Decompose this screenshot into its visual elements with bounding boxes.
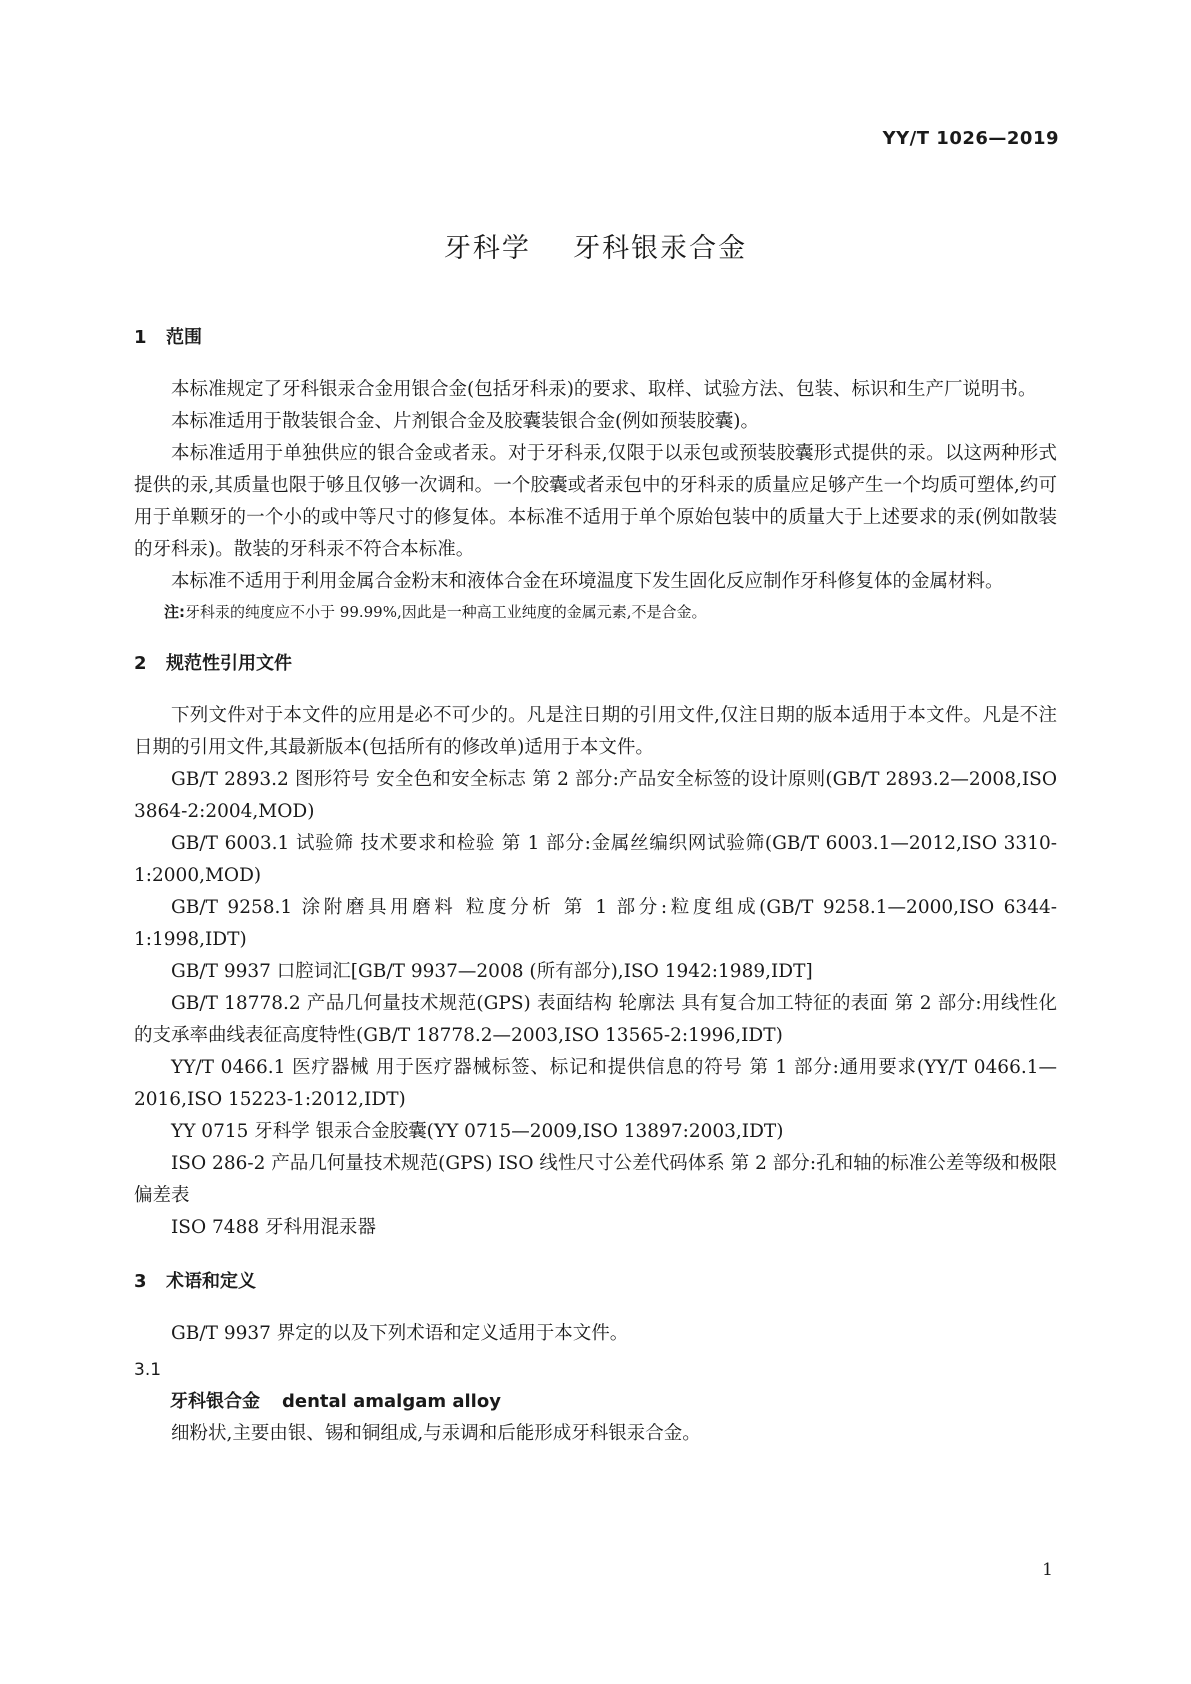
reference-item: GB/T 9258.1 涂附磨具用磨料 粒度分析 第 1 部分:粒度组成(GB/T 9258.1—2000,ISO 6344-1:1998,IDT) [134, 897, 1057, 950]
note-text: 牙科汞的纯度应不小于 99.99%,因此是一种高工业纯度的金属元素,不是合金。 [185, 603, 707, 621]
reference-item: YY 0715 牙科学 银汞合金胶囊(YY 0715—2009,ISO 13897:2003,IDT) [171, 1121, 784, 1142]
section-2-title: 规范性引用文件 [166, 653, 292, 674]
section-1-paragraph: 本标准不适用于利用金属合金粉末和液体合金在环境温度下发生固化反应制作牙科修复体的金属材料。 [171, 571, 1004, 592]
term-english: dental amalgam alloy [282, 1391, 501, 1412]
section-1-number: 1 [134, 327, 147, 348]
section-1-paragraph: 本标准适用于散装银合金、片剂银合金及胶囊装银合金(例如预装胶囊)。 [171, 411, 759, 432]
reference-item: GB/T 18778.2 产品几何量技术规范(GPS) 表面结构 轮廓法 具有复合加工特征的表面 第 2 部分:用线性化的支承率曲线表征高度特性(GB/T 18778.2—2003,ISO 13565-2:1996,IDT) [134, 993, 1057, 1046]
term-definition: 细粉状,主要由银、锡和铜组成,与汞调和后能形成牙科银汞合金。 [171, 1423, 701, 1444]
reference-item: GB/T 6003.1 试验筛 技术要求和检验 第 1 部分:金属丝编织网试验筛(GB/T 6003.1—2012,ISO 3310-1:2000,MOD) [134, 833, 1057, 886]
reference-item: GB/T 2893.2 图形符号 安全色和安全标志 第 2 部分:产品安全标签的设计原则(GB/T 2893.2—2008,ISO 3864-2:2004,MOD) [134, 769, 1057, 822]
section-3-intro: GB/T 9937 界定的以及下列术语和定义适用于本文件。 [171, 1323, 629, 1344]
section-2-intro: 下列文件对于本文件的应用是必不可少的。凡是注日期的引用文件,仅注日期的版本适用于本文件。凡是不注日期的引用文件,其最新版本(包括所有的修改单)适用于本文件。 [134, 705, 1057, 758]
reference-item: ISO 286-2 产品几何量技术规范(GPS) ISO 线性尺寸公差代码体系 第 2 部分:孔和轴的标准公差等级和极限偏差表 [134, 1153, 1057, 1206]
term-chinese: 牙科银合金 [170, 1391, 260, 1412]
reference-item: GB/T 9937 口腔词汇[GB/T 9937—2008 (所有部分),ISO 1942:1989,IDT] [171, 961, 813, 982]
section-2-number: 2 [134, 653, 147, 674]
term-number: 3.1 [134, 1360, 162, 1380]
section-3-heading [134, 1266, 1057, 1298]
section-3-title: 术语和定义 [166, 1271, 256, 1292]
document-code: YY/T 1026—2019 [882, 128, 1059, 149]
term-name [134, 1386, 1057, 1418]
page-number: 1 [1042, 1560, 1053, 1580]
document-body [134, 322, 1057, 1450]
section-1-paragraph: 本标准规定了牙科银汞合金用银合金(包括牙科汞)的要求、取样、试验方法、包装、标识和生产厂说明书。 [171, 379, 1037, 400]
section-1-title: 范围 [166, 327, 202, 348]
section-1-paragraph: 本标准适用于单独供应的银合金或者汞。对于牙科汞,仅限于以汞包或预装胶囊形式提供的汞。以这两种形式提供的汞,其质量也限于够且仅够一次调和。一个胶囊或者汞包中的牙科汞的质量应足够产生一个均质可塑体,约可用于单颗牙的一个小的或中等尺寸的修复体。本标准不适用于单个原始包装中的质量大于上述要求的汞(例如散装的牙科汞)。散装的牙科汞不符合本标准。 [134, 443, 1057, 560]
section-1-heading [134, 322, 1057, 354]
document-title: 牙科学 牙科银汞合金 [443, 233, 748, 264]
section-2-heading [134, 648, 1057, 680]
section-3-number: 3 [134, 1271, 147, 1292]
note-label: 注: [164, 603, 185, 621]
section-1-note [134, 598, 1057, 626]
reference-item: YY/T 0466.1 医疗器械 用于医疗器械标签、标记和提供信息的符号 第 1 部分:通用要求(YY/T 0466.1—2016,ISO 15223-1:2012,IDT) [134, 1057, 1057, 1110]
reference-item: ISO 7488 牙科用混汞器 [171, 1217, 376, 1238]
